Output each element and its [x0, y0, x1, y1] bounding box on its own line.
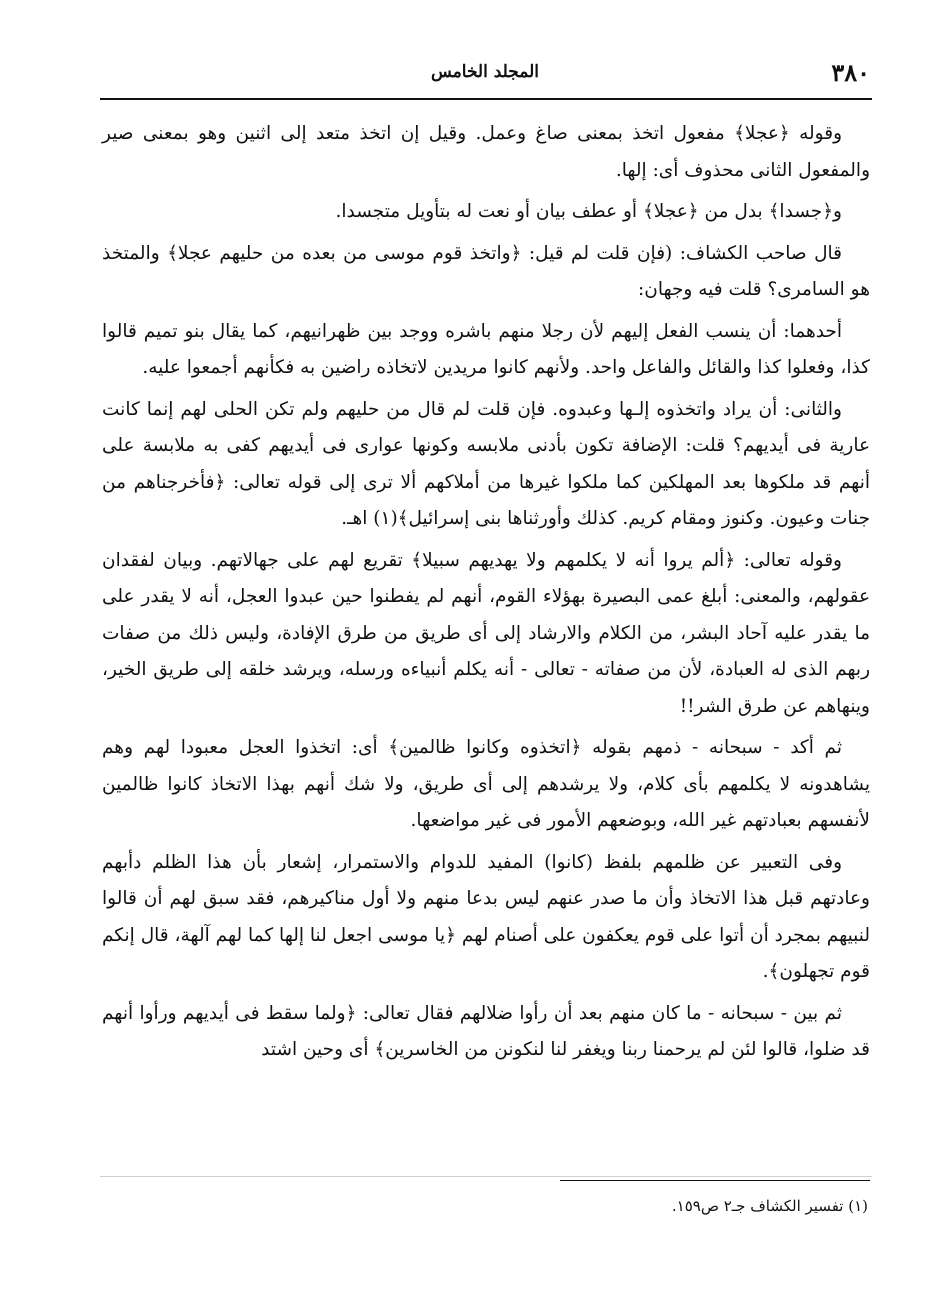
page-number: ٣٨٠	[831, 58, 870, 87]
paragraph: وفى التعبير عن ظلمهم بلفظ (كانوا) المفيد للدوام والاستمرار، إشعار بأن هذا الظلم دأبهم وعادتهم قبل هذا الاتخاذ وأن ما صدر عنهم ليس بدعا منهم ولا أول مناكيرهم، فقد سبق لهم أن قالوا لنبيهم بمجرد أن أتوا على قوم يعكفون على أصنام لهم ﴿يا موسى اجعل لنا إلها كما لهم آلهة، قال إنكم قوم تجهلون﴾.	[102, 851, 870, 982]
paragraph: والثانى: أن يراد واتخذوه إلـها وعبدوه. فإن قلت لم قال من حليهم ولم تكن الحلى لهم إنما كانت عارية فى أيديهم؟ قلت: الإضافة تكون بأدنى ملابسه وكونها عوارى فى أيديهم كفى به ملابسة على أنهم قد ملكوها بعد المهلكين كما ملكوا غيرها من أملاكهم ألا ترى إلى قوله تعالى: ﴿فأخرجناهم من جنات وعيون. وكنوز ومقام كريم. كذلك وأورثناها بنى إسرائيل﴾(١) اهـ.	[102, 398, 870, 529]
running-head: المجلد الخامس	[430, 62, 539, 82]
footnote-rule	[560, 1180, 870, 1181]
body-text	[102, 116, 870, 1074]
paragraph: ثم أكد - سبحانه - ذمهم بقوله ﴿اتخذوه وكانوا ظالمين﴾ أى: اتخذوا العجل معبودا لهم وهم يشاهدونه لا يكلمهم بأى كلام، ولا يرشدهم إلى أى طريق، ولا شك أنهم بهذا الاتخاذ كانوا ظالمين لأنفسهم بعبادتهم غير الله، وبوضعهم الأمور فى غير مواضعها.	[102, 737, 870, 831]
paragraph: وقوله تعالى: ﴿ألم يروا أنه لا يكلمهم ولا يهديهم سبيلا﴾ تقريع لهم على جهالاتهم. وبيان لفقدان عقولهم، والمعنى: أبلغ عمى البصيرة بهؤلاء القوم، أنهم لم يفطنوا حين عبدوا العجل، أنه لا يقدر على ما يقدر عليه آحاد البشر، من الكلام والارشاد إلى أى طريق من طرق الإفادة، وليس ذلك من صفات ربهم الذى له العبادة، لأن من صفاته - تعالى - أنه يكلم أنبياءه ورسله، ويرشد خلقه إلى طريق الخير، وينهاهم عن طرق الشر!!	[102, 549, 870, 717]
paragraph: و﴿جسدا﴾ بدل من ﴿عجلا﴾ أو عطف بيان أو نعت له بتأويل متجسدا.	[335, 201, 842, 222]
paragraph: قال صاحب الكشاف: (فإن قلت لم قيل: ﴿واتخذ قوم موسى من بعده من حليهم عجلا﴾ والمتخذ هو السامرى؟ قلت فيه وجهان:	[102, 242, 870, 300]
paragraph: أحدهما: أن ينسب الفعل إليهم لأن رجلا منهم باشره ووجد بين ظهرانيهم، كما يقال بنو تميم قالوا كذا، وفعلوا كذا والقائل والفاعل واحد. ولأنهم كانوا مريدين لاتخاذه راضين به فكأنهم أجمعوا عليه.	[102, 320, 870, 378]
footnote: (١) تفسير الكشاف جـ٢ ص١٥٩.	[671, 1197, 868, 1215]
page-separator	[100, 1176, 872, 1177]
header-rule	[100, 98, 872, 100]
paragraph: ثم بين - سبحانه - ما كان منهم بعد أن رأوا ضلالهم فقال تعالى: ﴿ولما سقط فى أيديهم ورأوا أنهم قد ضلوا، قالوا لئن لم يرحمنا ربنا ويغفر لنا لنكونن من الخاسرين﴾ أى وحين اشتد	[102, 1002, 870, 1060]
page-header	[100, 58, 870, 94]
paragraph: وقوله ﴿عجلا﴾ مفعول اتخذ بمعنى صاغ وعمل. وقيل إن اتخذ متعد إلى اثنين وهو بمعنى صير والمفعول الثانى محذوف أى: إلها.	[102, 123, 870, 181]
